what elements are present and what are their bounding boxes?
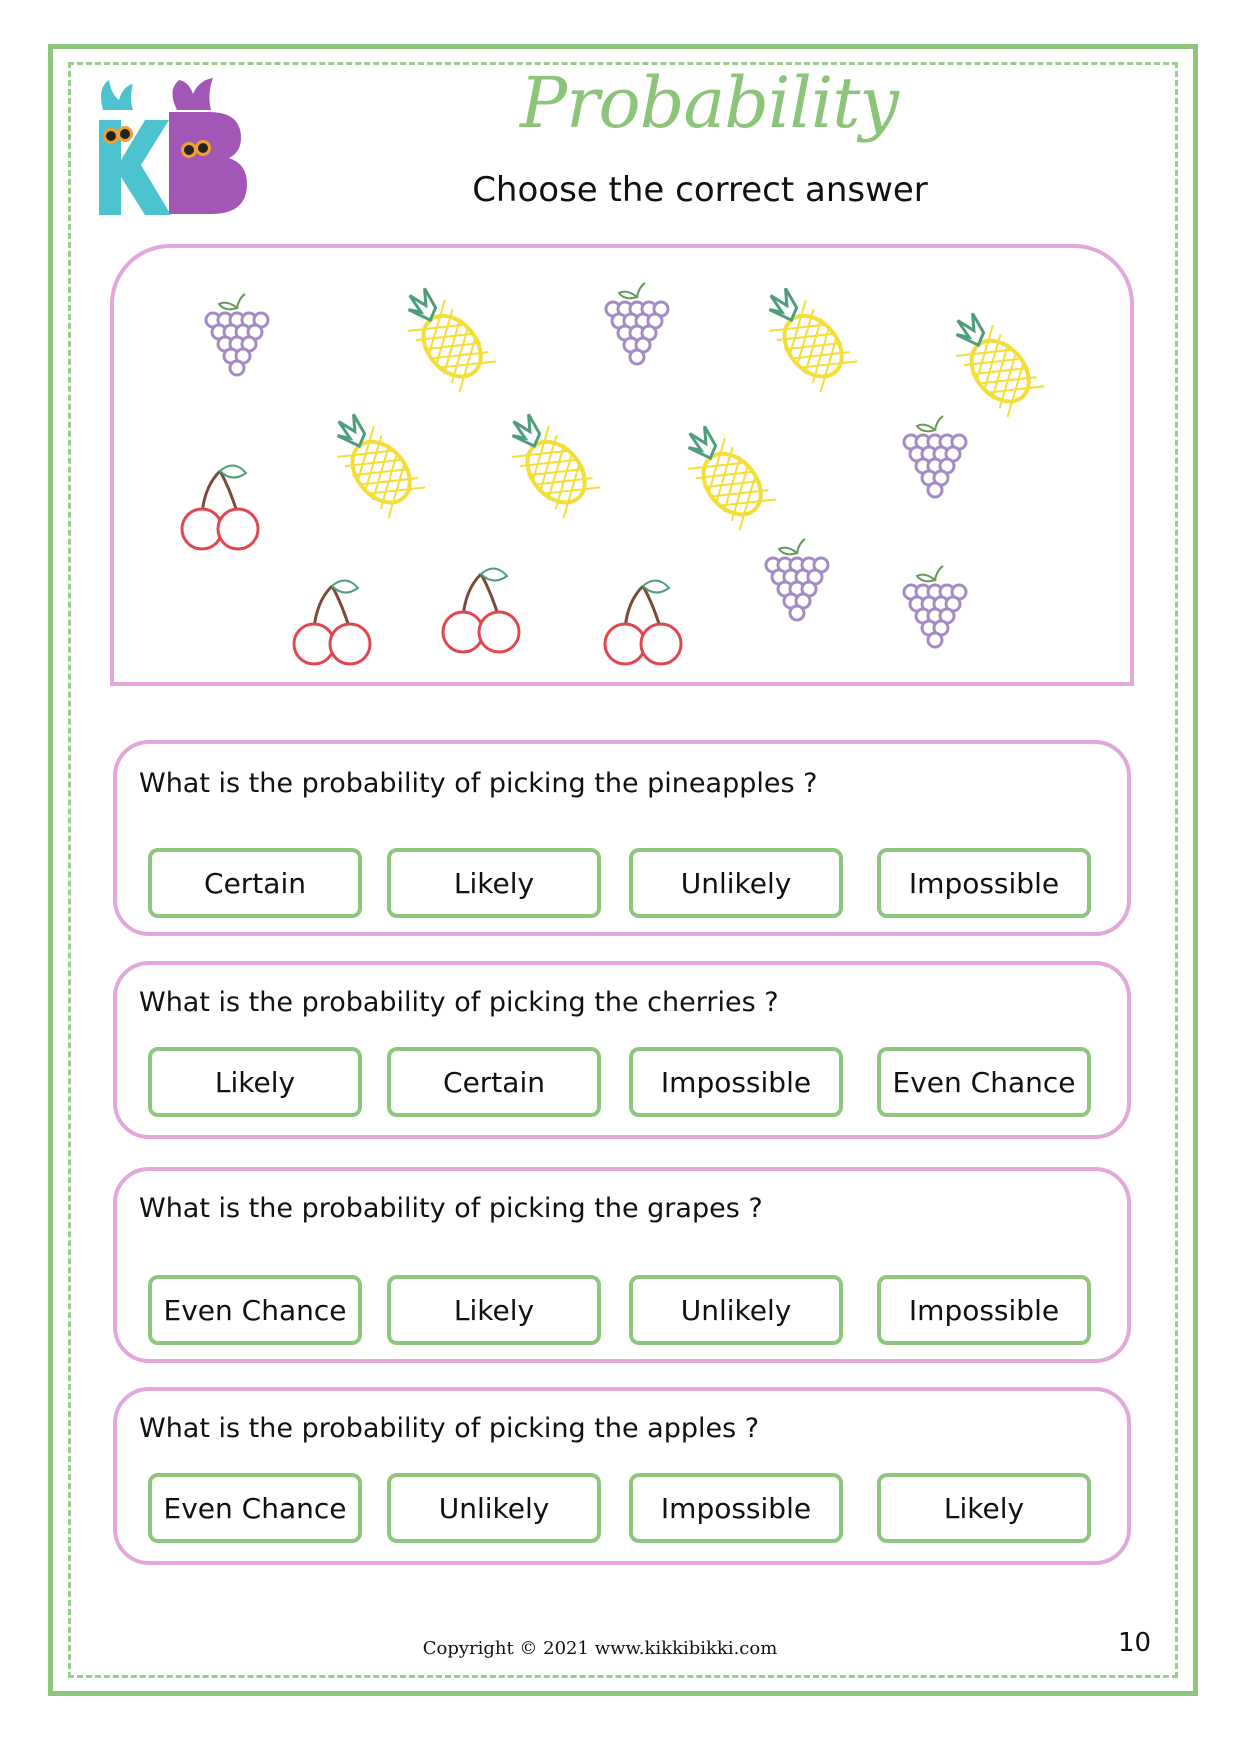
question-card-1	[113, 740, 1131, 936]
grapes-icon	[904, 566, 966, 647]
pineapple-icon	[671, 418, 776, 530]
question-text: What is the probability of picking the grapes ?	[139, 1193, 763, 1224]
option-button[interactable]: Unlikely	[629, 848, 843, 918]
option-button[interactable]: Even Chance	[148, 1473, 362, 1543]
option-button[interactable]: Impossible	[877, 1275, 1091, 1345]
grapes-icon	[904, 416, 966, 497]
cherries-icon	[443, 568, 519, 652]
option-button[interactable]: Likely	[387, 848, 601, 918]
option-button[interactable]: Unlikely	[387, 1473, 601, 1543]
option-button[interactable]: Impossible	[629, 1473, 843, 1543]
copyright-text: Copyright © 2021 www.kikkibikki.com	[422, 1638, 778, 1659]
page-number: 10	[1118, 1628, 1152, 1658]
question-card-2	[113, 961, 1131, 1139]
question-text: What is the probability of picking the apples ?	[139, 1413, 760, 1444]
question-card-3	[113, 1167, 1131, 1363]
option-button[interactable]: Likely	[387, 1275, 601, 1345]
question-text: What is the probability of picking the cherries ?	[139, 987, 779, 1018]
option-button[interactable]: Certain	[148, 848, 362, 918]
pineapple-icon	[320, 406, 425, 518]
question-text: What is the probability of picking the pineapples ?	[139, 768, 818, 799]
option-button[interactable]: Even Chance	[877, 1047, 1091, 1117]
pineapple-icon	[391, 280, 496, 392]
cherries-icon	[182, 465, 258, 549]
option-button[interactable]: Certain	[387, 1047, 601, 1117]
pineapple-icon	[495, 406, 600, 518]
option-button[interactable]: Likely	[877, 1473, 1091, 1543]
option-button[interactable]: Impossible	[629, 1047, 843, 1117]
cherries-icon	[294, 580, 370, 664]
page-subtitle: Choose the correct answer	[472, 170, 928, 210]
grapes-icon	[766, 539, 828, 620]
option-button[interactable]: Likely	[148, 1047, 362, 1117]
cherries-icon	[605, 580, 681, 664]
pineapple-icon	[752, 280, 857, 392]
option-button[interactable]: Impossible	[877, 848, 1091, 918]
grapes-icon	[606, 283, 668, 364]
question-card-4	[113, 1387, 1131, 1565]
grapes-icon	[206, 294, 268, 375]
option-button[interactable]: Unlikely	[629, 1275, 843, 1345]
page-title: Probability	[520, 62, 898, 144]
option-button[interactable]: Even Chance	[148, 1275, 362, 1345]
pineapple-icon	[939, 305, 1044, 417]
